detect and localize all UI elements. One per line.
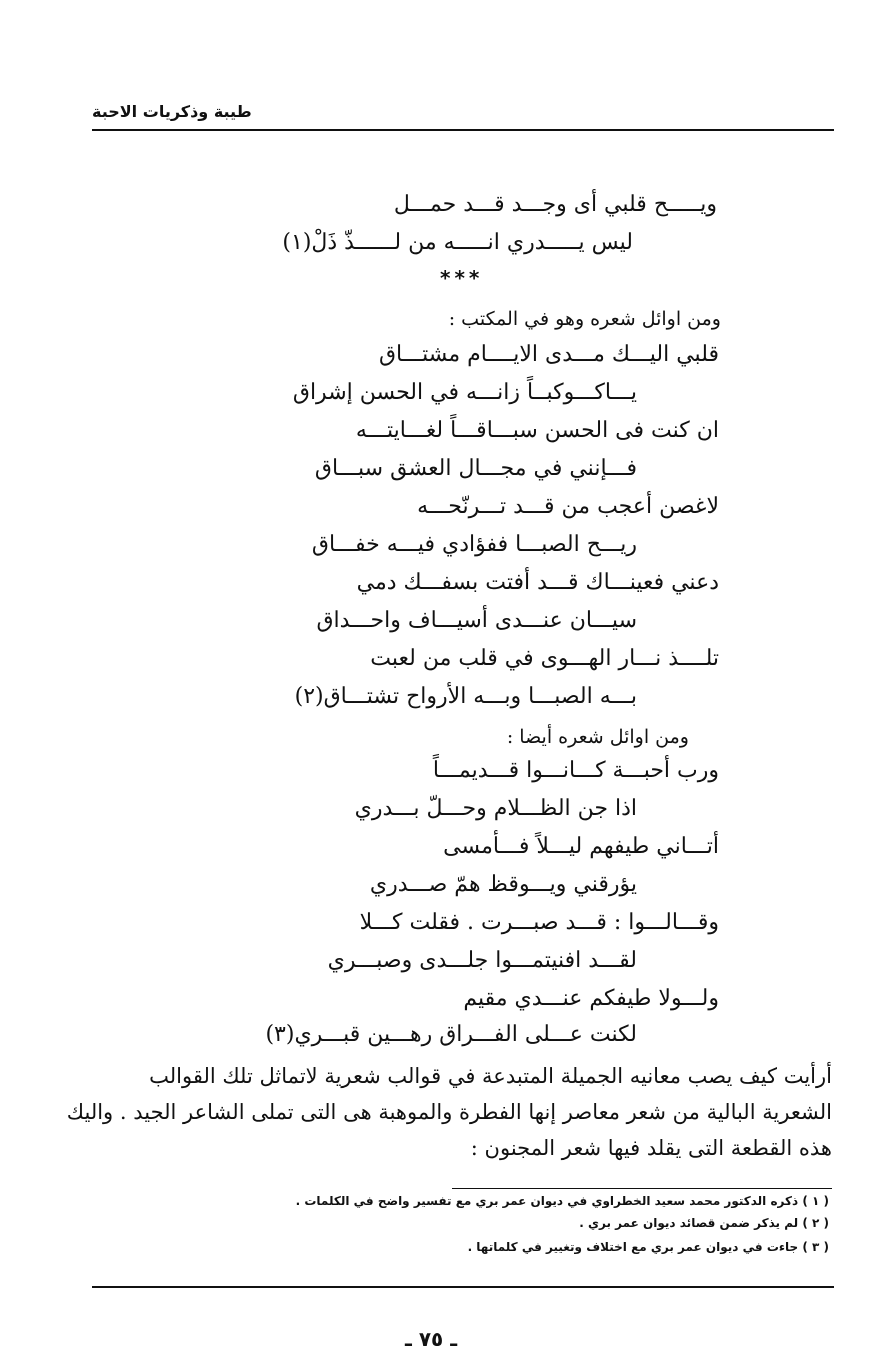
bottom-rule — [92, 1286, 834, 1288]
poem2-line-4: فـــإنني في مجـــال العشق سبـــاق — [314, 456, 637, 481]
poem2-line-1: قلبي اليـــك مـــدى الايــــام مشتـــاق — [378, 342, 719, 367]
page-number: ـ ٧٥ ـ — [405, 1327, 458, 1351]
poem2-line-6: ريـــح الصبـــا ففؤادي فيـــه خفـــاق — [311, 532, 637, 557]
poem2-line-7: دعني فعينـــاك قـــد أفتت بسفـــك دمي — [356, 570, 719, 595]
poem3-line-8: لكنت عـــلى الفـــراق رهـــين قبـــري(٣) — [265, 1022, 637, 1047]
poem3-line-6: لقـــد افنيتمـــوا جلـــدى وصبـــري — [327, 948, 637, 973]
poem2-line-10: بـــه الصبـــا وبـــه الأرواح تشتـــاق(٢) — [294, 684, 637, 709]
footnote-3: ( ٣ ) جاءت في ديوان عمر بري مع اختلاف وتغيير في كلماتها . — [467, 1240, 829, 1254]
poem2-line-8: سيـــان عنـــدى أسيـــاف واحـــداق — [316, 608, 637, 633]
poem2-line-2: يـــاكـــوكبــاً زانـــه في الحسن إشراق — [292, 380, 637, 405]
poem3-line-7: ولـــولا طيفكم عنـــدي مقيم — [463, 986, 719, 1011]
poem3-line-4: يؤرقني ويـــوقظ همّ صـــدري — [369, 872, 637, 897]
poem2-line-5: لاغصن أعجب من قـــد تـــرنّحـــه — [417, 494, 719, 519]
prose-line-2: الشعرية البالية من شعر معاصر إنها الفطرة والموهبة هى التى تملى الشاعر الجيد . واليك — [66, 1100, 832, 1124]
running-header: طيبة وذكريات الاحبة — [92, 102, 252, 121]
prose-line-1: أرأيت كيف يصب معانيه الجميلة المتبدعة في قوالب شعرية لاتماثل تلك القوالب — [149, 1064, 832, 1088]
intro-line-1: ومن اوائل شعره وهو في المكتب : — [448, 308, 721, 330]
prose-line-3: هذه القطعة التى يقلد فيها شعر المجنون : — [470, 1136, 832, 1160]
footnote-rule — [452, 1188, 832, 1189]
poem3-line-5: وقـــالـــوا : قـــد صبـــرت . فقلت كـــلا — [359, 910, 719, 935]
poem2-line-9: تلــــذ نـــار الهـــوى في قلب من لعبت — [370, 646, 719, 671]
poem3-line-2: اذا جن الظـــلام وحـــلّ بـــدري — [354, 796, 637, 821]
poem3-line-3: أتـــاني طيفهم ليـــلاً فـــأمسى — [443, 834, 719, 859]
header-rule — [92, 129, 834, 131]
poem1-line-1: ويـــــح قلبي أى وجـــد قـــد حمـــل — [393, 192, 717, 217]
poem3-line-1: ورب أحبـــة كـــانـــوا قـــديمـــاً — [432, 758, 719, 783]
poem1-line-2: ليس يـــــدري انـــــه من لــــــذّ ذَلْ(١) — [282, 230, 633, 255]
section-separator: *** — [440, 266, 484, 290]
intro-line-2: ومن اوائل شعره أيضا : — [506, 726, 689, 748]
poem2-line-3: ان كنت فى الحسن سبـــاقـــاً لغـــايتـــه — [355, 418, 719, 443]
footnote-1: ( ١ ) ذكره الدكتور محمد سعيد الخطراوي في ديوان عمر بري مع تفسير واضح في الكلمات . — [295, 1194, 829, 1208]
footnote-2: ( ٢ ) لم يذكر ضمن قصائد ديوان عمر بري . — [579, 1216, 829, 1230]
